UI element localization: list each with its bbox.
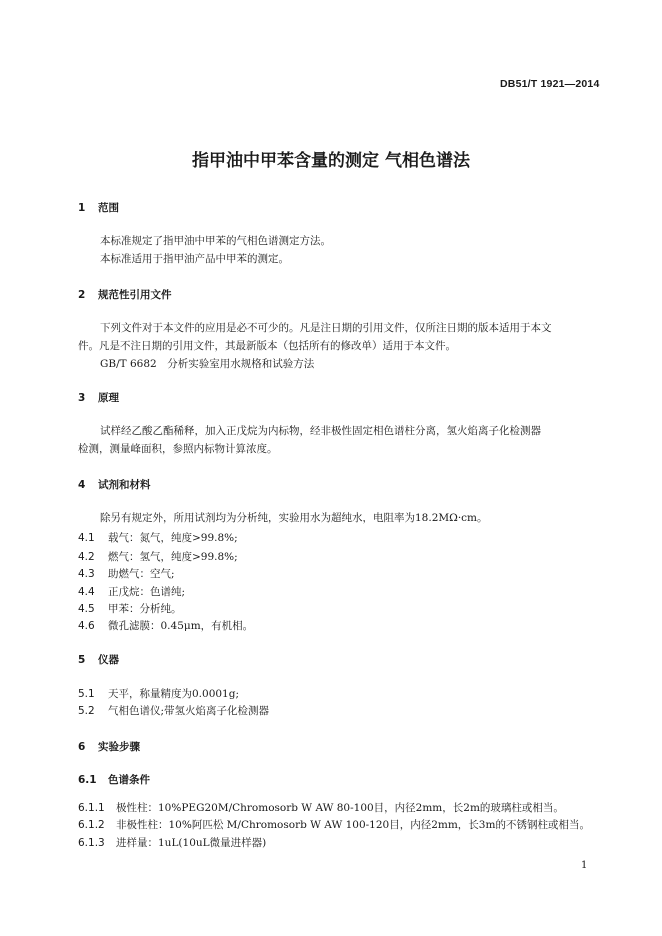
- section-title: 仪器: [98, 654, 119, 666]
- paragraph: 本标准规定了指甲油中甲苯的气相色谱测定方法。: [100, 235, 331, 247]
- list-item: 4.3 助燃气：空气;: [78, 568, 175, 580]
- section-3-heading: [78, 390, 119, 405]
- subsection-title: 色谱条件: [108, 774, 150, 786]
- document-title: 指甲油中甲苯含量的测定 气相色谱法: [192, 151, 470, 171]
- section-title: 实验步骤: [98, 741, 140, 753]
- section-number: 4: [78, 479, 86, 491]
- normative-reference: GB/T 6682 分析实验室用水规格和试验方法: [100, 358, 315, 370]
- list-item: 4.5 甲苯：分析纯。: [78, 603, 182, 615]
- section-4-heading: [78, 477, 151, 492]
- paragraph: 检测，测量峰面积，参照内标物计算浓度。: [78, 443, 278, 455]
- section-1-heading: [78, 200, 119, 215]
- section-number: 6: [78, 741, 86, 753]
- list-item: 5.2 气相色谱仪;带氢火焰离子化检测器: [78, 705, 270, 717]
- paragraph: 件。凡是不注日期的引用文件，其最新版本（包括所有的修改单）适用于本文件。: [78, 340, 456, 352]
- list-item: 4.4 正戊烷：色谱纯;: [78, 586, 186, 598]
- list-item: 4.2 燃气：氢气，纯度>99.8%;: [78, 551, 238, 563]
- section-number: 3: [78, 392, 86, 404]
- section-number: 2: [78, 289, 86, 301]
- list-item: 6.1.2 非极性柱：10%阿匹松 M/Chromosorb W AW 100-120目，内径2mm，长3m的不锈钢柱或相当。: [78, 819, 590, 831]
- list-item: 6.1.3 进样量：1uL(10uL微量进样器): [78, 837, 267, 849]
- list-item: 6.1.1 极性柱：10%PEG20M/Chromosorb W AW 80-100目，内径2mm，长2m的玻璃柱或相当。: [78, 802, 564, 814]
- section-2-heading: [78, 287, 172, 302]
- list-item: 4.1 载气：氮气，纯度>99.8%;: [78, 532, 238, 544]
- subsection-6-1-heading: [78, 772, 150, 787]
- paragraph: 下列文件对于本文件的应用是必不可少的。凡是注日期的引用文件，仅所注日期的版本适用于本文: [100, 322, 552, 334]
- paragraph: 本标准适用于指甲油产品中甲苯的测定。: [100, 253, 289, 265]
- subsection-number: 6.1: [78, 774, 97, 786]
- section-number: 1: [78, 202, 86, 214]
- section-title: 原理: [98, 392, 119, 404]
- section-title: 规范性引用文件: [98, 289, 172, 301]
- section-title: 范围: [98, 202, 119, 214]
- section-title: 试剂和材料: [98, 479, 151, 491]
- paragraph: 试样经乙酸乙酯稀释，加入正戊烷为内标物，经非极性固定相色谱柱分离，氢火焰离子化检测器: [100, 425, 541, 437]
- paragraph: 除另有规定外，所用试剂均为分析纯，实验用水为超纯水，电阻率为18.2MΩ·cm。: [100, 512, 488, 524]
- section-6-heading: [78, 739, 140, 754]
- section-5-heading: [78, 652, 119, 667]
- section-number: 5: [78, 654, 86, 666]
- page-number: 1: [581, 860, 588, 871]
- document-code: DB51/T 1921—2014: [500, 78, 600, 90]
- list-item: 5.1 天平，称量精度为0.0001g;: [78, 688, 239, 700]
- list-item: 4.6 微孔滤膜：0.45μm，有机相。: [78, 620, 254, 632]
